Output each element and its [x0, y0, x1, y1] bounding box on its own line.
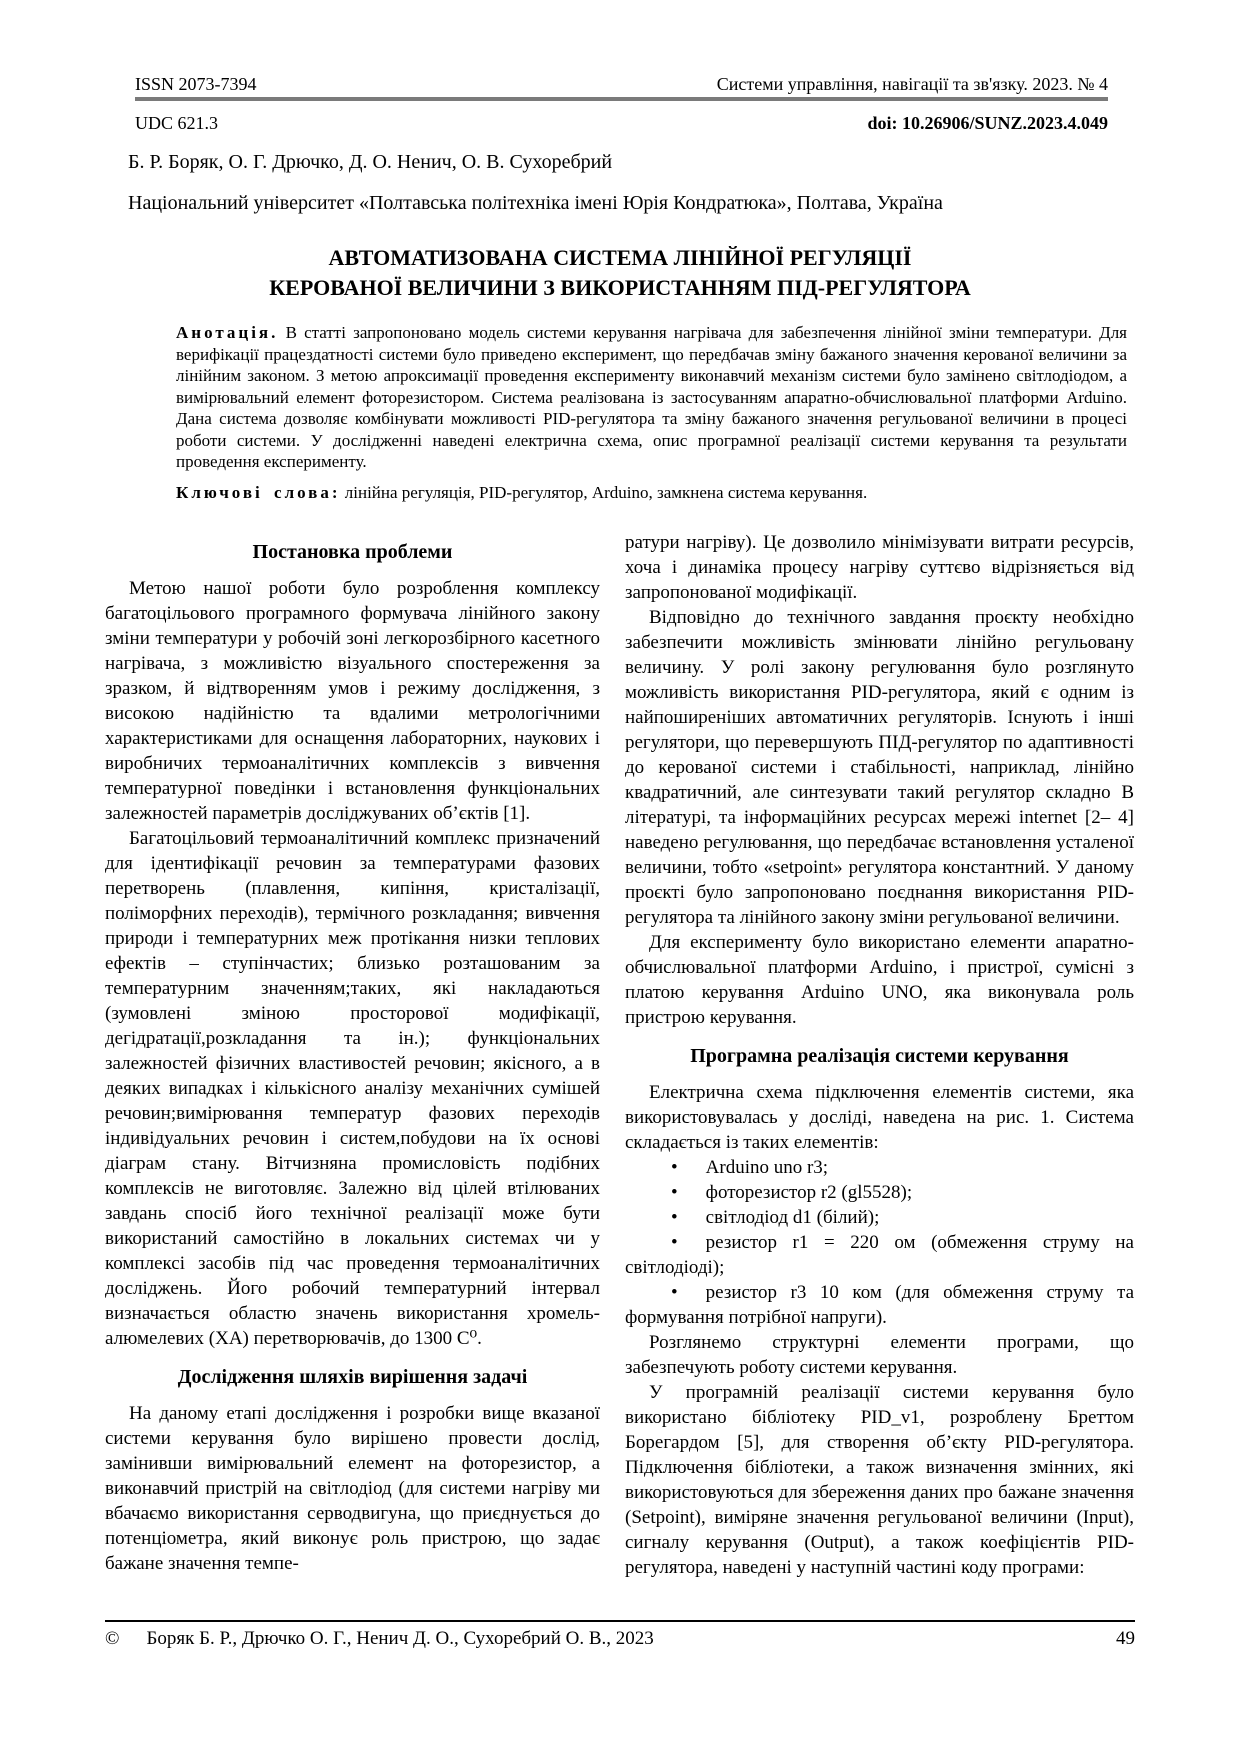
paragraph: У програмній реалізації системи керування було використано бібліотеку PID_v1, розроблену Бреттом Борегардом [5], для створення об’єкту PID-регулятора. Підключення бібліотеки, а також визначення змінних, які використовуються для збереження даних про бажане значення (Setpoint), виміряне значення регульованої величини (Input), сигналу керування (Output), а також коефіцієнтів PID-регулятора, наведені у наступній частині коду програми:	[625, 1382, 1134, 1578]
paragraph: ратури нагріву). Це дозволило мінімізувати витрати ресурсів, хоча і динаміка процесу нагріву суттєво відрізняється від запропонованої модифікації.	[625, 532, 1134, 603]
list-item	[625, 1155, 1134, 1180]
bullet-icon: •	[671, 1282, 678, 1303]
page-footer	[105, 1628, 1135, 1650]
bullet-icon: •	[671, 1182, 678, 1203]
right-column	[625, 530, 1134, 1580]
journal-title: Системи управління, навігації та зв'язку. 2023. № 4	[716, 74, 1108, 94]
issn: ISSN 2073-7394	[135, 74, 257, 94]
list-item-text: фоторезистор r2 (gl5528);	[705, 1182, 913, 1203]
doi: doi: 10.26906/SUNZ.2023.4.049	[867, 113, 1108, 133]
abstract-text: В статті запропоновано модель системи керування нагрівача для забезпечення лінійної зміни температури. Для верифікації працездатності системи було приведено експеримент, що передбачав зміну бажаного значення керованої величини за лінійним законом. З метою апроксимації проведення експерименту виконавчий механізм системи було замінено світлодіодом, а вимірювальний елемент фоторезистором. Система реалізована із застосуванням апаратно-обчислювальної платформи Arduino. Дана система дозволяє комбінувати можливості PID-регулятора та зміну бажаного значення регульованої величини в процесі роботи системи. У дослідженні наведені електрична схема, опис програмної реалізації системи керування та результати проведення експерименту.	[176, 323, 1127, 471]
copyright	[105, 1628, 654, 1650]
paragraph: Багатоцільовий термоаналітичний комплекс призначений для ідентифікації речовин за температурами фазових перетворень (плавлення, кипіння, кристалізації, поліморфних переходів), термічного розкладання; вивчення природи і температурних меж протікання низки теплових ефектів – ступінчастих; близько розташованим за температурним значенням;таких, які накладаються (зумовлені зміною просторової модифікації, дегідратації,розкладання та ін.); функціональних залежностей фізичних властивостей речовин; якісного, а в деяких випадках і кількісного аналізу механічних сумішей речовин;вимірювання температур фазових переходів індивідуальних речовин і систем,побудови на їх основі діаграм стану. Вітчизняна промисловість подібних комплексів не виготовляє. Залежно від цілей втілюваних завдань спосіб його технічної реалізації може бути використаний самостійно в локальних системах чи у комплексі засобів під час проведення термоаналітичних досліджень. Його робочий температурний інтервал визначається областю значень використання хромель-алюмелевих (ХА) перетворювачів, до 1300 С⁰.	[105, 828, 600, 1349]
bullet-icon: •	[671, 1157, 678, 1178]
journal-header	[135, 74, 1108, 95]
article-title-line1: АВТОМАТИЗОВАНА СИСТЕМА ЛІНІЙНОЇ РЕГУЛЯЦІЇ	[328, 245, 912, 270]
bullet-icon: •	[671, 1207, 678, 1228]
paragraph: Для експерименту було використано елементи апаратно-обчислювальної платформи Arduino, і пристрої, сумісні з платою керування Arduino UNO, яка виконувала роль пристрою керування.	[625, 932, 1134, 1028]
paragraph: Метою нашої роботи було розроблення комплексу багатоцільового програмного формувача лінійного закону зміни температури у робочій зоні легкорозбірного касетного нагрівача, з можливістю візуального спостереження за зразком, й відтворенням умов і режиму дослідження, з високою надійністю та вдалими метрологічними характеристиками для оснащення лабораторних, наукових і виробничих термоаналітичних комплексів з вивчення температурної поведінки і встановлення функціональних залежностей параметрів досліджуваних об’єктів [1].	[105, 578, 600, 824]
copyright-sign: ©	[105, 1628, 120, 1649]
udc-code: UDC 621.3	[135, 113, 219, 133]
affiliation: Національний університет «Полтавська політехніка імені Юрія Кондратюка», Полтава, Україна	[128, 192, 943, 214]
footer-rule	[105, 1620, 1135, 1622]
section-title-solution-research: Дослідження шляхів вирішення задачі	[177, 1366, 528, 1388]
page-number: 49	[1116, 1628, 1135, 1649]
abstract	[176, 322, 1127, 473]
keywords-label: Ключові слова:	[176, 482, 341, 502]
udc-doi-row	[135, 113, 1108, 134]
list-item-text: резистор r3 10 ком (для обмеження струму та формування потрібної напруги).	[625, 1282, 1134, 1328]
list-item	[625, 1280, 1134, 1330]
paragraph: Відповідно до технічного завдання проєкту необхідно забезпечити можливість змінювати лінійно регульовану величину. У ролі закону регулювання було розглянуто можливість використання PID-регулятора, який є одним із найпоширеніших автоматичних регуляторів. Існують і інші регулятори, що перевершують ПІД-регулятор по адаптивності до керованої системи і стабільності, наприклад, лінійно квадратичний, але синтезувати такий регулятор складно В літературі, та інформаційних ресурсах мережі internet [2– 4] наведено регулювання, що передбачає встановлення усталеної величини, тобто «setpoint» регулятора константний. У даному проєкті було запропоновано поєднання використання PID-регулятора та лінійного закону зміни регульованої величини.	[625, 607, 1134, 928]
list-item-text: резистор r1 = 220 ом (обмеження струму на світлодіоді);	[625, 1232, 1134, 1278]
section-title-problem-statement: Постановка проблеми	[252, 541, 453, 563]
article-title-line2: КЕРОВАНОЇ ВЕЛИЧИНИ З ВИКОРИСТАННЯМ ПІД-РЕГУЛЯТОРА	[269, 275, 971, 300]
authors: Б. Р. Боряк, О. Г. Дрючко, Д. О. Ненич, О. В. Сухоребрий	[128, 151, 613, 173]
left-column	[105, 530, 600, 1576]
keywords-text: лінійна регуляція, PID-регулятор, Arduino, замкнена система керування.	[344, 482, 868, 502]
abstract-block	[176, 322, 1127, 503]
paragraph: Розглянемо структурні елементи програми, що забезпечують роботу системи керування.	[625, 1332, 1134, 1378]
keywords	[176, 482, 1127, 504]
copyright-names: Боряк Б. Р., Дрючко О. Г., Ненич Д. О., Сухоребрий О. В., 2023	[146, 1628, 654, 1649]
article-title	[105, 243, 1135, 303]
bullet-icon: •	[671, 1232, 678, 1253]
list-item	[625, 1230, 1134, 1280]
section-title-software-implementation: Програмна реалізація системи керування	[690, 1045, 1069, 1067]
header-rule	[135, 97, 1108, 101]
paragraph: На даному етапі дослідження і розробки вище вказаної системи керування було вирішено провести дослід, замінивши вимірювальний елемент на фоторезистор, а виконавчий пристрій на світлодіод (для системи нагріву ми вбачаємо використання серводвигуна, що приєднується до потенціометра, який виконує роль пристрою, що задає бажане значення темпе-	[105, 1403, 600, 1574]
list-item	[625, 1205, 1134, 1230]
abstract-label: Анотація.	[176, 323, 279, 342]
list-item-text: світлодіод d1 (білий);	[705, 1207, 880, 1228]
list-item	[625, 1180, 1134, 1205]
list-item-text: Arduino uno r3;	[705, 1157, 829, 1178]
paragraph: Електрична схема підключення елементів системи, яка використовувалась у досліді, наведена на рис. 1. Система складається із таких елементів:	[625, 1082, 1134, 1153]
